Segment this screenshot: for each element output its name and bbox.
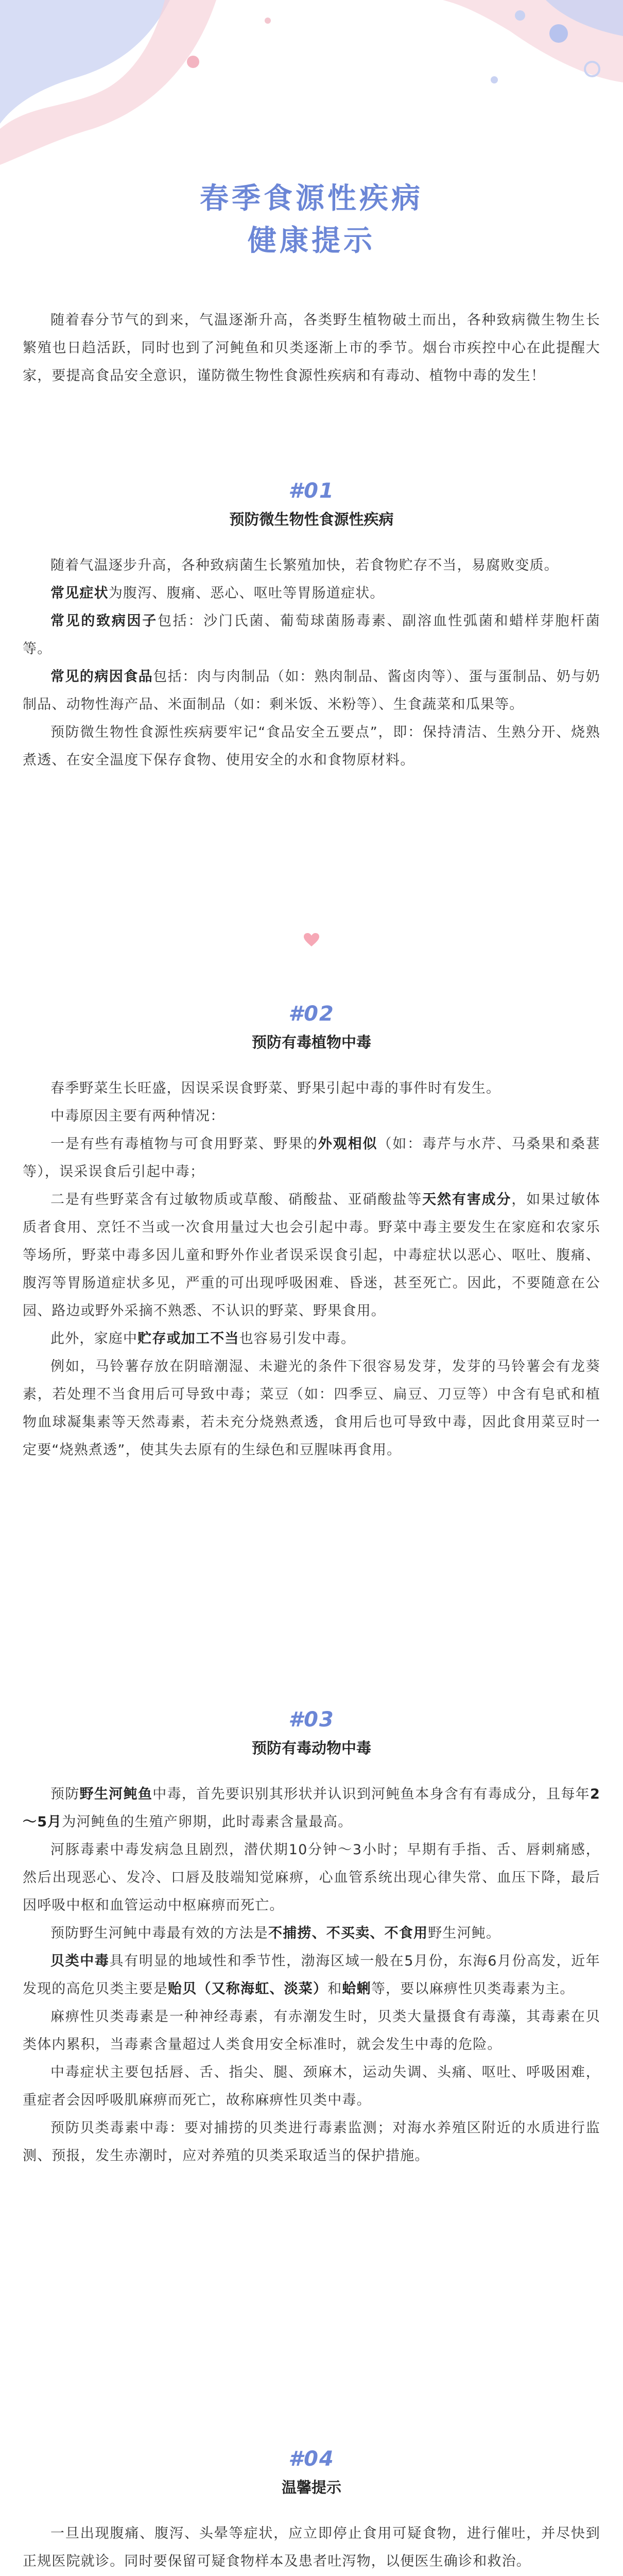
text: 和 [327, 1981, 342, 1997]
paragraph [23, 1130, 600, 1186]
paragraph [23, 1947, 600, 2003]
bold-term: 贻贝（又称海虹、淡菜） [168, 1981, 328, 1997]
bold-term: 天然有害成分 [422, 1192, 512, 1208]
title-line-2: 健康提示 [248, 224, 375, 258]
paragraph: 一旦出现腹痛、腹泻、头晕等症状，应立即停止食用可疑食物，进行催吐，并尽快到正规医院就诊。同时要保留可疑食物样本及患者吐泻物，以便医生确诊和救治。 [23, 2526, 600, 2569]
section-03 [23, 1708, 600, 2170]
heart-icon [303, 933, 320, 947]
text: 包括：沙门氏菌、葡萄球菌肠毒素、副溶血性弧菌和蜡样芽胞杆菌等。 [23, 613, 600, 657]
section-number: #04 [288, 2447, 335, 2471]
paragraph: 随着气温逐步升高，各种致病菌生长繁殖加快，若食物贮存不当，易腐败变质。 [50, 557, 559, 573]
paragraph: 预防微生物性食源性疾病要牢记“食品安全五要点”，即：保持清洁、生熟分开、烧熟煮透、在安全温度下保存食物、使用安全的水和食物原材料。 [23, 724, 600, 768]
paragraph: 麻痹性贝类毒素是一种神经毒素，有赤潮发生时，贝类大量摄食有毒藻，其毒素在贝类体内累积，当毒素含量超过人类食用安全标准时，就会发生中毒的危险。 [23, 2009, 600, 2053]
paragraph [23, 580, 600, 607]
text: 预防野生河鲀中毒最有效的方法是 [50, 1925, 268, 1941]
deco-dot [549, 24, 568, 43]
section-04 [23, 2447, 600, 2575]
paragraph: 河豚毒素中毒发病急且剧烈，潜伏期10分钟～3小时；早期有手指、舌、唇刺痛感，然后出现恶心、发冷、口唇及肢端知觉麻痹，心血管系统出现心律失常、血压下降，最后因呼吸中枢和血管运动中枢麻痹而死亡。 [23, 1842, 600, 1913]
section-01 [23, 479, 600, 774]
section-title: 预防有毒植物中毒 [251, 1033, 371, 1051]
paragraph: 预防贝类毒素中毒：要对捕捞的贝类进行毒素监测；对海水养殖区附近的水质进行监测、预报，发生赤潮时，应对养殖的贝类采取适当的保护措施。 [23, 2120, 600, 2164]
text: 包括：肉与肉制品（如：熟肉制品、酱卤肉等）、蛋与蛋制品、奶与奶制品、动物性海产品、米面制品（如：剩米饭、米粉等）、生食蔬菜和瓜果等。 [23, 669, 600, 713]
text: 一是有些有毒植物与可食用野菜、野果的 [50, 1136, 318, 1152]
paragraph: 例如，马铃薯存放在阴暗潮湿、未避光的条件下很容易发芽，发芽的马铃薯会有龙葵素，若处理不当食用后可导致中毒；菜豆（如：四季豆、扁豆、刀豆等）中含有皂甙和植物血球凝集素等天然毒素，若未充分烧熟煮透，食用后也可导致中毒，因此食用菜豆时一定要“烧熟煮透”，使其失去原有的生绿色和豆腥味再食用。 [23, 1359, 600, 1458]
section-title: 预防有毒动物中毒 [251, 1739, 371, 1757]
paragraph [23, 1325, 600, 1353]
intro-paragraph: 随着春分节气的到来，气温逐渐升高，各类野生植物破土而出，各种致病微生物生长繁殖也日趋活跃，同时也到了河鲀鱼和贝类逐渐上市的季节。烟台市疾控中心在此提醒大家，要提高食品安全意识，谨防微生物性食源性疾病和有毒动、植物中毒的发生！ [23, 312, 600, 384]
deco-dot [265, 18, 271, 24]
section-title: 温馨提示 [281, 2479, 341, 2496]
text: 为腹泻、腹痛、恶心、呕吐等胃肠道症状。 [108, 585, 385, 601]
section-number: #02 [288, 1002, 335, 1026]
paragraph [23, 1781, 600, 1836]
text: （如：毒芹与水芹、马桑果和桑葚等），误采误食后引起中毒； [23, 1136, 600, 1180]
bold-term: 贮存或加工不当 [137, 1331, 239, 1347]
paragraph [23, 1920, 600, 1947]
bold-term: 蛤蜊 [342, 1981, 371, 1997]
paragraph: 中毒症状主要包括唇、舌、指尖、腿、颈麻木，运动失调、头痛、呕吐、呼吸困难，重症者会因呼吸肌麻痹而死亡，故称麻痹性贝类中毒。 [23, 2064, 600, 2108]
section-title: 预防微生物性食源性疾病 [229, 511, 394, 528]
title-line-1: 春季食源性疾病 [200, 182, 423, 215]
section-number: #01 [288, 479, 335, 503]
paragraph: 中毒原因主要有两种情况： [50, 1108, 225, 1124]
bold-term: 野生河鲀鱼 [79, 1786, 153, 1802]
text: 为河鲀鱼的生殖产卵期，此时毒素含量最高。 [62, 1814, 353, 1830]
text: 也容易引发中毒。 [239, 1331, 356, 1347]
deco-dot [187, 56, 199, 68]
bold-term: 外观相似 [318, 1136, 378, 1152]
bold-term: 常见的致病因子 [50, 613, 158, 629]
bold-term: 常见的病因食品 [50, 669, 153, 685]
header-decoration [0, 0, 623, 165]
text: 二是有些野菜含有过敏物质或草酸、硝酸盐、亚硝酸盐等 [50, 1192, 423, 1208]
deco-dot [515, 10, 525, 21]
text: 等，要以麻痹性贝类毒素为主。 [371, 1981, 575, 1997]
bold-term: 贝类中毒 [50, 1953, 110, 1969]
bold-term: 常见症状 [50, 585, 109, 601]
page-title [0, 178, 623, 262]
paragraph [23, 663, 600, 719]
text: 野生河鲀。 [428, 1925, 501, 1941]
paragraph: 春季野菜生长旺盛，因误采误食野菜、野果引起中毒的事件时有发生。 [50, 1080, 501, 1096]
text: 中毒，首先要识别其形状并认识到河鲀鱼本身含有有毒成分，且每年 [152, 1786, 591, 1802]
text: 此外，家庭中 [50, 1331, 138, 1347]
text: 具有明显的地域性和季节性，渤海区域一般在5月份，东海6月份高发，近年发现的高危贝类主要是 [23, 1953, 600, 1997]
paragraph [23, 607, 600, 663]
text: ，如果过敏体质者食用、烹饪不当或一次食用量过大也会引起中毒。野菜中毒主要发生在家庭和农家乐等场所，野菜中毒多因儿童和野外作业者误采误食引起，中毒症状以恶心、呕吐、腹痛、腹泻等胃肠道症状多见，严重的可出现呼吸困难、昏迷，甚至死亡。因此，不要随意在公园、路边或野外采摘不熟悉、不认识的野菜、野果食用。 [23, 1192, 601, 1319]
bold-term: 2～5月 [23, 1786, 601, 1830]
intro-block [23, 307, 600, 390]
deco-dot [491, 76, 498, 83]
text: 预防 [50, 1786, 80, 1802]
paragraph [23, 1186, 600, 1325]
section-number: #03 [288, 1708, 335, 1732]
section-02 [23, 1002, 600, 1464]
bold-term: 不捕捞、不买卖、不食用 [268, 1925, 428, 1941]
